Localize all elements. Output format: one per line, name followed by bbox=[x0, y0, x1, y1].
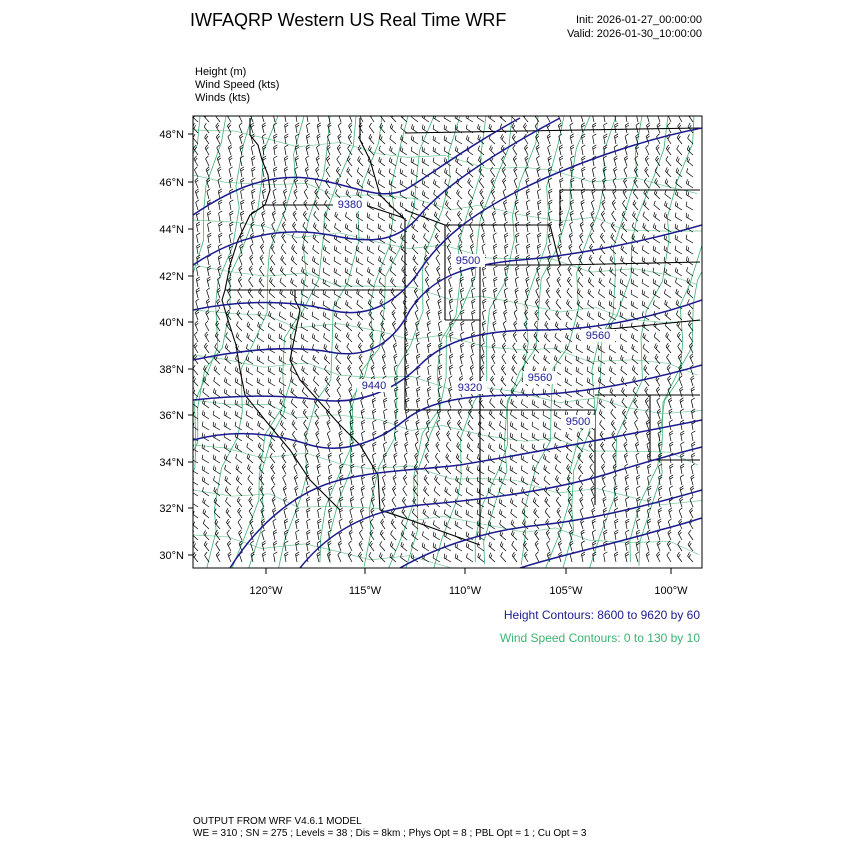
height-contour-label: 9500 bbox=[455, 255, 481, 267]
lon-label: 100°W bbox=[654, 585, 688, 597]
valid-time: Valid: 2026-01-30_10:00:00 bbox=[567, 28, 702, 40]
height-contour-label: 9380 bbox=[337, 199, 363, 211]
height-contour-label: 9560 bbox=[585, 330, 611, 342]
latitude-axis bbox=[159, 129, 193, 562]
wind-contour-legend: Wind Speed Contours: 0 to 130 by 10 bbox=[499, 631, 700, 645]
height-contour-label: 9320 bbox=[457, 382, 483, 394]
lat-label: 40°N bbox=[159, 317, 184, 329]
lat-label: 34°N bbox=[159, 457, 184, 469]
plot-title: IWFAQRP Western US Real Time WRF bbox=[190, 10, 507, 30]
lon-label: 120°W bbox=[249, 585, 283, 597]
lat-label: 48°N bbox=[159, 129, 184, 141]
field-label-height: Height (m) bbox=[195, 66, 247, 78]
lat-label: 44°N bbox=[159, 224, 184, 236]
lon-label: 105°W bbox=[549, 585, 583, 597]
height-contour-label: 9440 bbox=[361, 380, 387, 392]
height-contour-label: 9560 bbox=[527, 372, 553, 384]
lon-label: 115°W bbox=[348, 585, 382, 597]
longitude-axis bbox=[249, 568, 688, 597]
height-contour-label: 9500 bbox=[565, 416, 591, 428]
model-info-line1: OUTPUT FROM WRF V4.6.1 MODEL bbox=[193, 816, 362, 827]
field-label-winds: Winds (kts) bbox=[195, 92, 250, 104]
lon-label: 110°W bbox=[448, 585, 482, 597]
field-label-wind-speed: Wind Speed (kts) bbox=[195, 79, 280, 91]
lat-label: 30°N bbox=[159, 550, 184, 562]
init-time: Init: 2026-01-27_00:00:00 bbox=[576, 14, 702, 26]
model-info-line2: WE = 310 ; SN = 275 ; Levels = 38 ; Dis = 8km ; Phys Opt = 8 ; PBL Opt = 1 ; Cu Opt = 3 bbox=[193, 828, 587, 839]
lat-label: 36°N bbox=[159, 410, 184, 422]
lat-label: 38°N bbox=[159, 364, 184, 376]
height-contour-legend: Height Contours: 8600 to 9620 by 60 bbox=[503, 608, 700, 622]
lat-label: 46°N bbox=[159, 177, 184, 189]
lat-label: 32°N bbox=[159, 503, 184, 515]
lat-label: 42°N bbox=[159, 271, 184, 283]
